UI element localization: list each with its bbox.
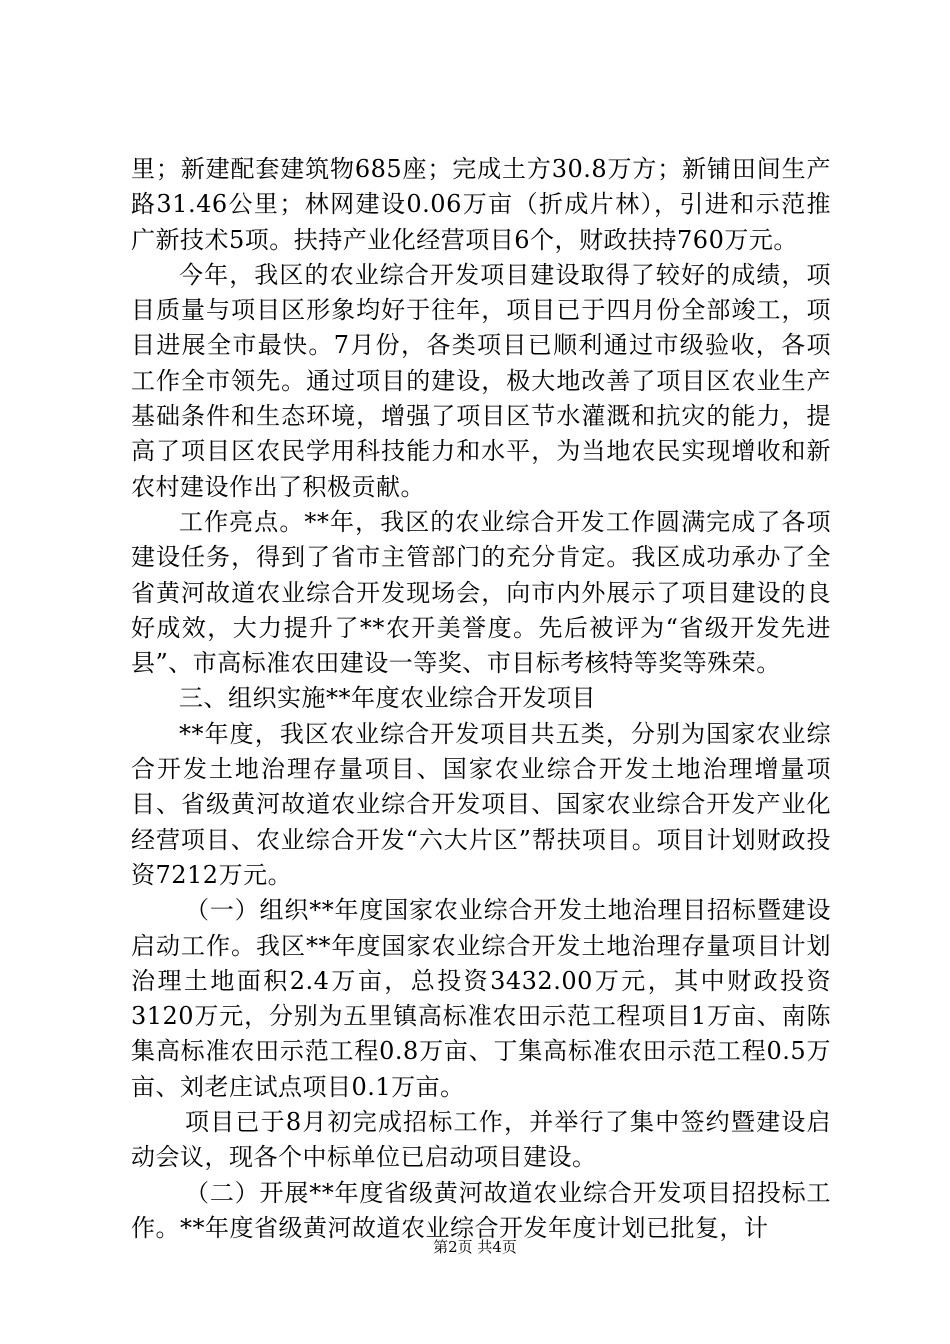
paragraph-2: 今年，我区的农业综合开发项目建设取得了较好的成绩，项目质量与项目区形象均好于往年，项目已于四月份全部竣工，项目进展全市最快。7月份，各类项目已顺利通过市级验收，各项工作全市领先。通过项目的建设，极大地改善了项目区农业生产基础条件和生态环境，增强了项目区节水灌溉和抗灾的能力，提高了项目区农民学用科技能力和水平，为当地农民实现增收和新农村建设作出了积极贡献。	[131, 260, 831, 501]
page-footer: 第2页 共4页	[433, 1238, 517, 1256]
paragraph-8: （二）开展**年度省级黄河故道农业综合开发项目招投标工作。**年度省级黄河故道农业综合开发年度计划已批复，计	[131, 1178, 831, 1242]
paragraph-1: 里；新建配套建筑物685座；完成土方30.8万方；新铺田间生产路31.46公里；林网建设0.06万亩（折成片林），引进和示范推广新技术5项。扶持产业化经营项目6个，财政扶持760万元。	[131, 155, 831, 254]
paragraph-6: （一）组织**年度国家农业综合开发土地治理目招标暨建设启动工作。我区**年度国家农业综合开发土地治理存量项目计划治理土地面积2.4万亩，总投资3432.00万元，其中财政投资3120万元，分别为五里镇高标准农田示范工程项目1万亩、南陈集高标准农田示范工程0.8万亩、丁集高标准农田示范工程0.5万亩、刘老庄试点项目0.1万亩。	[131, 896, 831, 1101]
section-heading-3: 三、组织实施**年度农业综合开发项目	[179, 684, 596, 713]
paragraph-5: **年度，我区农业综合开发项目共五类，分别为国家农业综合开发土地治理存量项目、国家农业综合开发土地治理增量项目、省级黄河故道农业综合开发项目、国家农业综合开发产业化经营项目、农业综合开发“六大片区”帮扶项目。项目计划财政投资7212万元。	[131, 719, 831, 889]
paragraph-3: 工作亮点。**年，我区的农业综合开发工作圆满完成了各项建设任务，得到了省市主管部门的充分肯定。我区成功承办了全省黄河故道农业综合开发现场会，向市内外展示了项目建设的良好成效，大力提升了**农开美誉度。先后被评为“省级开发先进县”、市高标准农田建设一等奖、市目标考核特等奖等殊荣。	[131, 507, 831, 678]
document-body	[131, 152, 831, 1246]
paragraph-7: 项目已于8月初完成招标工作，并举行了集中签约暨建设启动会议，现各个中标单位已启动项目建设。	[131, 1108, 831, 1172]
